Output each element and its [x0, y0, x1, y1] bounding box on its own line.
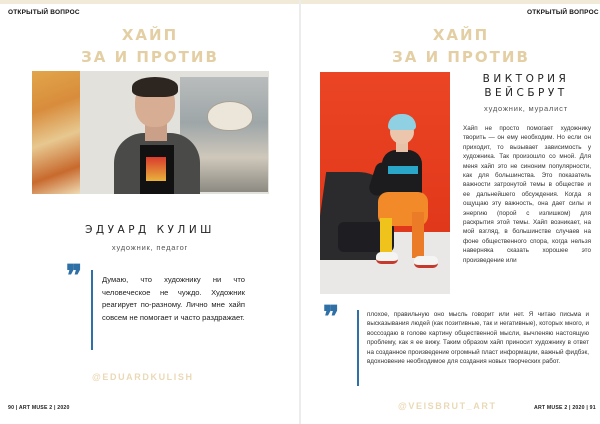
quote-text: Думаю, что художнику ни что человеческое не чуждо. Художник реагирует по-разному. Лично мне хайп совсем не помогает и часто раздражает.: [102, 275, 245, 322]
top-decor-strip: [0, 0, 299, 4]
top-decor-strip: [301, 0, 600, 4]
title-line-1: ХАЙП: [121, 26, 179, 44]
person-role: художник, муралист: [484, 104, 568, 113]
person-role: художник, педагог: [111, 243, 189, 252]
painting-abstract: [32, 71, 80, 194]
social-handle[interactable]: @VEISBRUT_ART: [398, 401, 497, 411]
right-page: [301, 0, 600, 424]
person-name-line-1: ВИКТОРИЯ: [482, 73, 570, 85]
quote-bar: [91, 270, 93, 350]
social-handle[interactable]: @EDUARDKULISH: [92, 372, 194, 382]
quote-icon: ❞: [323, 300, 340, 335]
muralist-photo: [320, 72, 450, 294]
left-page: [0, 0, 299, 424]
interview-continuation-text: плохое, правильную оно мысль говорит или нет. Я читаю письма и высказывания людей (как позитивные, так и негативные), которых много, и воссоздаю в голове картину общественной мысли, вычленяю настоящую проблему, как я ее вижу. Таким образом хайп приносит художнику в ответ на созданное произведение огромный пласт информации, важный фидбэк, вдохновение необходимое для создания новых творческих работ.: [367, 311, 589, 366]
page-title: [50, 24, 250, 68]
interview-column-text: Хайп не просто помогает художнику творить — он ему необходим. Но если он приходит, то вызывает зависимость у художника. Так произошло со мной. Для меня хайп это не синоним популярности, как для большинства. Это показатель важности затронутой темы в обществе и ее дальнейшего обсуждения. Когда я ощущаю эту важность, она дает силы и энергию (порой с излишком) для раскрытия этой темы. Хайп возникает, на мой взгляд, в большинстве случаев на фоне общественного спора, когда нельзя наверняка сказать хорошее это произведение или: [463, 125, 591, 264]
quote-icon: ❞: [66, 259, 83, 294]
page-folio: ART MUSE 2 | 2020 | 91: [534, 405, 596, 411]
person-name: [461, 72, 591, 100]
portrait-photo: [32, 71, 269, 194]
page-title: [361, 24, 561, 68]
quote-bar: [357, 310, 359, 386]
person-name-line-2: ВЕЙСБРУТ: [484, 87, 568, 99]
page-folio: 90 | ART MUSE 2 | 2020: [8, 405, 70, 411]
section-label: ОТКРЫТЫЙ ВОПРОС: [527, 9, 599, 16]
title-line-2: ЗА И ПРОТИВ: [392, 48, 530, 66]
title-line-2: ЗА И ПРОТИВ: [81, 48, 219, 66]
person-name: ЭДУАРД КУЛИШ: [85, 224, 215, 236]
title-line-1: ХАЙП: [432, 26, 490, 44]
section-label: ОТКРЫТЫЙ ВОПРОС: [8, 9, 80, 16]
